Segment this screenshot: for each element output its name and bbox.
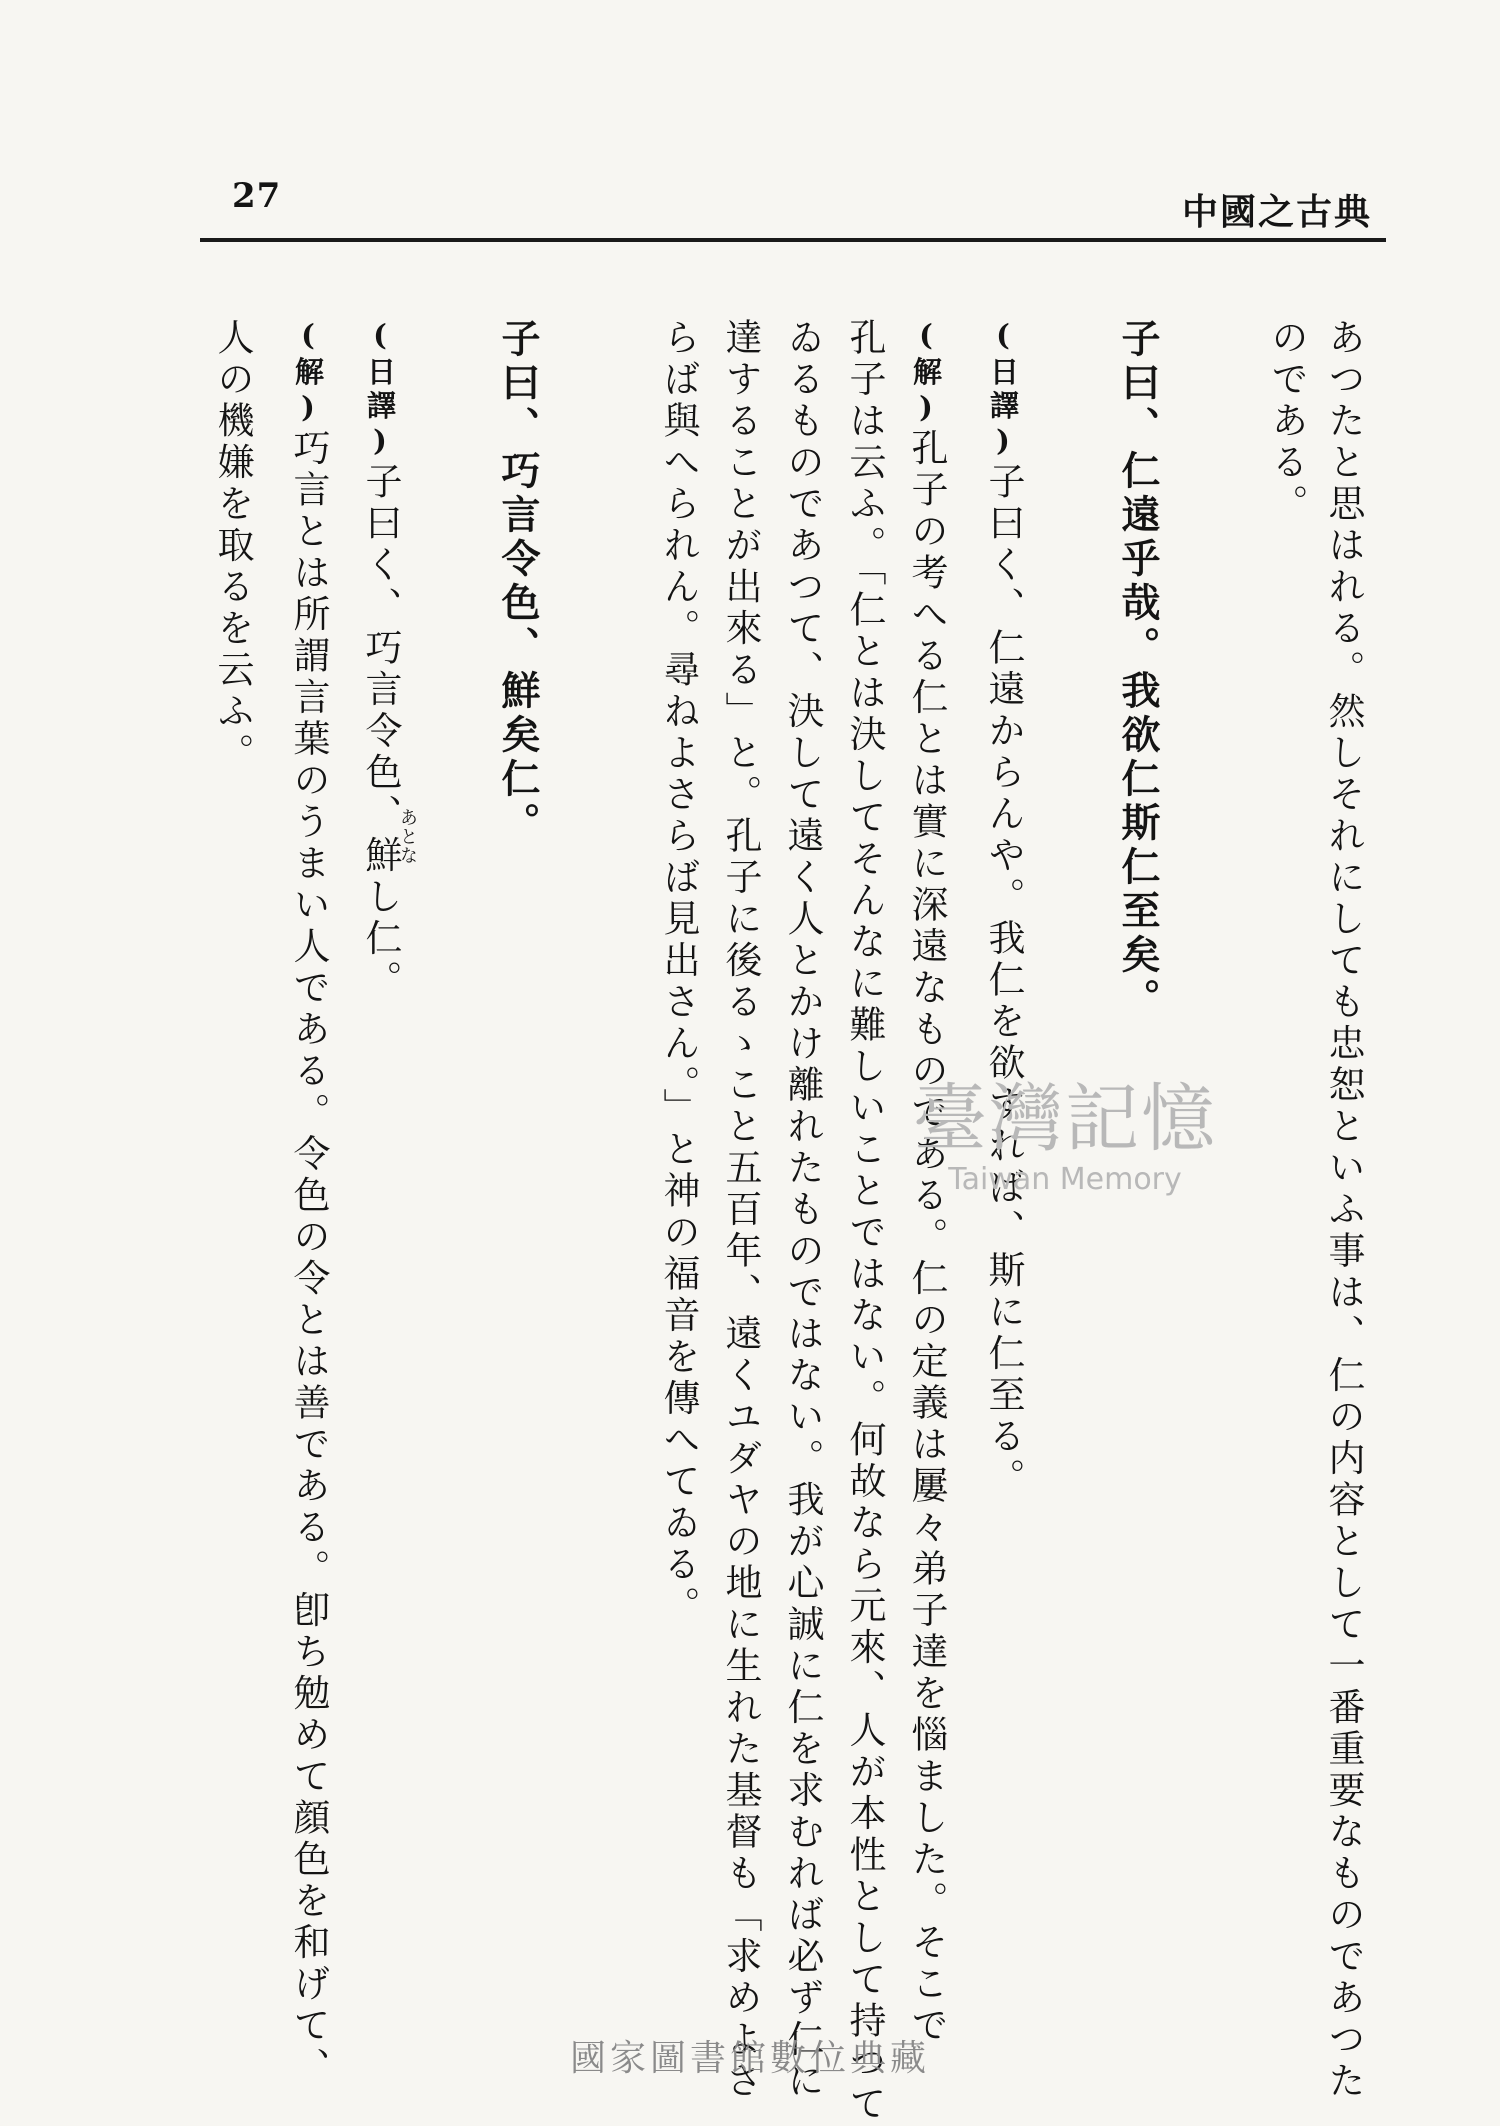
- verse-column: [1115, 318, 1161, 1022]
- translation-text: 子曰く、巧言令色、鮮し仁。: [359, 462, 402, 1002]
- text-column: [211, 318, 254, 775]
- commentary-tag: (解): [909, 318, 943, 429]
- translation-tag: (日譯): [363, 318, 397, 462]
- column-text: らば與へられん。尋ねよさらば見出さん。」と神の福音を傳へてゐる。: [657, 318, 700, 1628]
- commentary-text: 孔子の考へる仁とは實に深遠なものである。仁の定義は屢々弟子達を惱ました。そこで: [905, 428, 948, 2047]
- text-column: [657, 318, 700, 1628]
- text-column: [781, 318, 824, 2103]
- column-text: のである。: [1265, 318, 1308, 526]
- running-head: 中國之古典: [1182, 191, 1373, 233]
- column-text: 孔子は云ふ。「仁とは決してそんなに難しいことではない。何故なら元來、人が本性として持つて: [843, 318, 886, 2126]
- column-text: あつたと思はれる。然しそれにしても忠恕といふ事は、仁の内容として一番重要なものであつた: [1322, 318, 1365, 2103]
- translation-tag: (日譯): [986, 318, 1020, 462]
- ruby-gloss: [398, 808, 416, 865]
- commentary-column: [905, 318, 948, 2047]
- watermark-chinese: 臺灣記憶: [913, 1076, 1217, 1162]
- verse-column: [495, 318, 541, 846]
- text-column: [843, 318, 886, 2126]
- translation-column: [359, 318, 402, 1002]
- footer-credit: 國家圖書館數位典藏: [569, 2038, 930, 2079]
- commentary-tag: (解): [291, 318, 325, 429]
- verse-text: 子曰、仁遠乎哉。我欲仁斯仁至矣。: [1115, 318, 1161, 1022]
- commentary-column: [287, 318, 330, 2089]
- column-text: 達することが出來る」と。孔子に後るゝこと五百年、遠くユダヤの地に生れた基督も「求めよさ: [719, 318, 762, 2103]
- ruby-text: あとな: [397, 808, 418, 865]
- commentary-text: 巧言とは所謂言葉のうまい人である。令色の令とは善である。卽ち勉めて顔色を和げて、: [287, 428, 330, 2089]
- text-column: [719, 318, 762, 2103]
- watermark: [900, 1060, 1230, 1197]
- watermark-english: Taiwan Memory: [948, 1162, 1182, 1197]
- text-column: [1322, 318, 1365, 2103]
- translation-text: 子曰く、仁遠からんや。我仁を欲すれば、斯に仁至る。: [982, 462, 1025, 1500]
- verse-text: 子曰、巧言令色、鮮矣仁。: [495, 318, 541, 846]
- page-number: 27: [232, 176, 282, 216]
- header-rule: [200, 238, 1386, 242]
- column-text: 人の機嫌を取るを云ふ。: [211, 318, 254, 775]
- translation-column: [982, 318, 1025, 1500]
- column-text: ゐるものであつて、決して遠く人とかけ離れたものではない。我が心誠に仁を求むれば必ず仁に: [781, 318, 824, 2103]
- text-column: [1265, 318, 1308, 526]
